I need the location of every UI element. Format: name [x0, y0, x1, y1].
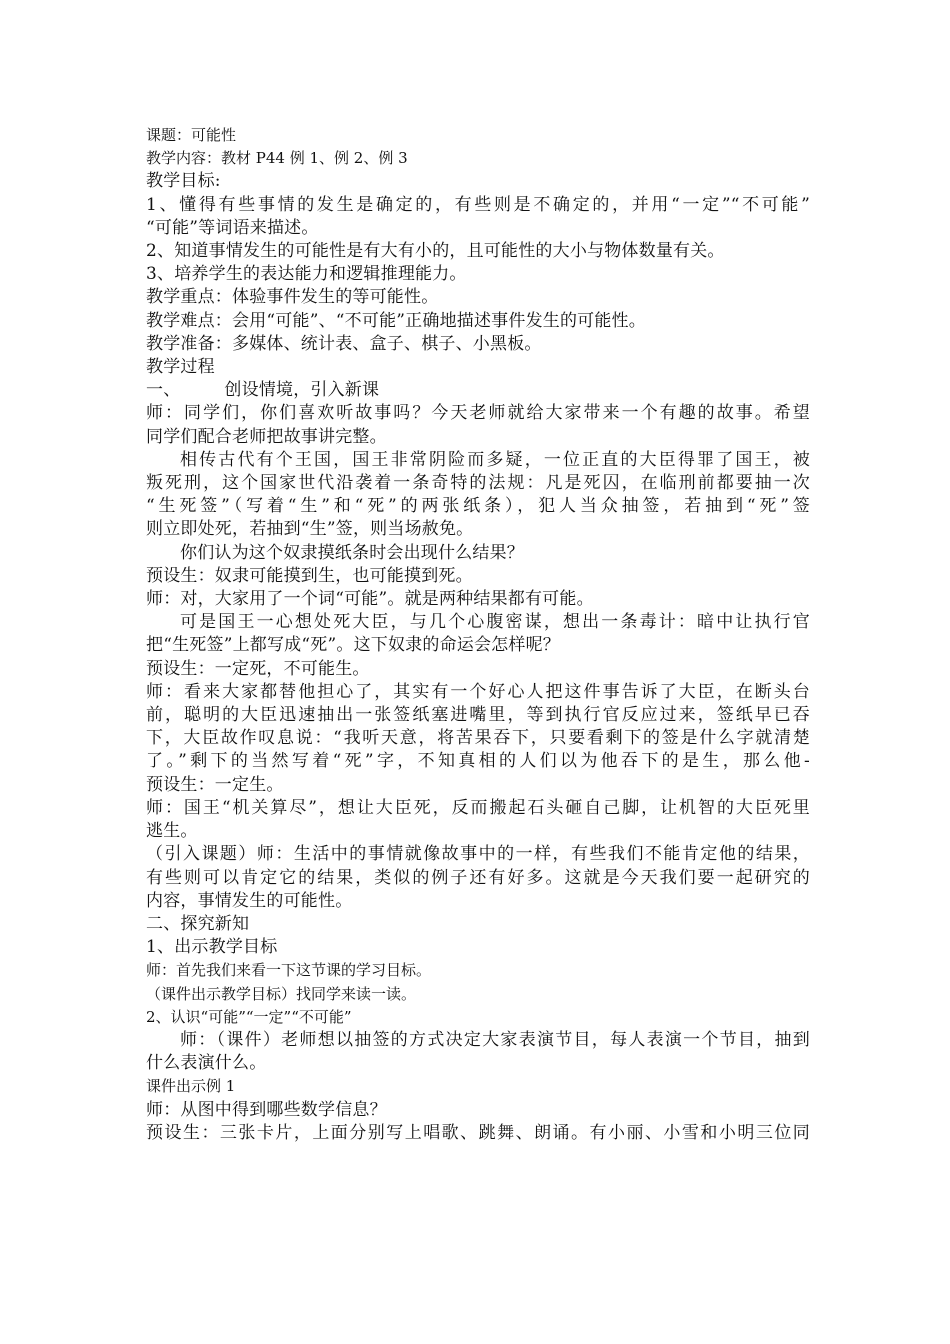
teaching-process-heading: 教学过程	[146, 357, 215, 378]
paragraph-line: 师：（课件）老师想以抽签的方式决定大家表演节目，每人表演一个节目，抽到	[180, 1029, 810, 1050]
paragraph-line: 预设生：一定生。	[146, 774, 284, 795]
paragraph-line: 预设生：一定死，不可能生。	[146, 658, 370, 679]
paragraph-line: “生死签”（写着“生”和“死”的两张纸条），犯人当众抽签，若抽到“死”签	[146, 496, 810, 517]
paragraph-line: 师：看来大家都替他担心了，其实有一个好心人把这件事告诉了大臣，在断头台	[146, 681, 810, 702]
paragraph-line: 则立即处死，若抽到“生”签，则当场赦免。	[146, 519, 474, 540]
paragraph-line: 师：同学们，你们喜欢听故事吗？今天老师就给大家带来一个有趣的故事。希望	[146, 403, 810, 424]
paragraph-line: 师：首先我们来看一下这节课的学习目标。	[146, 961, 432, 980]
section-1-number: 一、	[146, 380, 181, 401]
teaching-content: 教学内容：教材 P44 例 1、例 2、例 3	[146, 149, 408, 168]
paragraph-line: （引入课题）师：生活中的事情就像故事中的一样，有些我们不能肯定他的结果，	[146, 844, 810, 865]
paragraph-line: 可是国王一心想处死大臣，与几个心腹密谋，想出一条毒计：暗中让执行官	[180, 612, 810, 633]
goal-1-line-1: 1、懂得有些事情的发生是确定的，有些则是不确定的，并用“一定”“不可能”	[146, 194, 810, 215]
paragraph-line: 预设生：三张卡片，上面分别写上唱歌、跳舞、朗诵。有小丽、小雪和小明三位同	[146, 1122, 810, 1143]
lesson-title: 课题：可能性	[146, 126, 237, 144]
paragraph-line: 逃生。	[146, 821, 198, 842]
paragraph-line: 同学们配合老师把故事讲完整。	[146, 426, 387, 447]
paragraph-line: 前，聪明的大臣迅速抽出一张签纸塞进嘴里，等到执行官反应过来，签纸早已吞	[146, 705, 810, 726]
subsection-1-heading: 1、出示教学目标	[146, 937, 278, 958]
paragraph-line: （课件出示教学目标）找同学来读一读。	[146, 984, 417, 1003]
paragraph-line: 有些则可以肯定它的结果，类似的例子还有好多。这就是今天我们要一起研究的	[146, 867, 810, 888]
goal-2: 2、知道事情发生的可能性是有大有小的，且可能性的大小与物体数量有关。	[146, 241, 725, 262]
teaching-goals-heading: 教学目标:	[146, 171, 221, 192]
teaching-difficulty: 教学难点：会用“可能”、“不可能”正确地描述事件发生的可能性。	[146, 310, 646, 331]
teaching-preparation: 教学准备：多媒体、统计表、盒子、棋子、小黑板。	[146, 333, 542, 354]
paragraph-line: 相传古代有个王国，国王非常阴险而多疑，一位正直的大臣得罪了国王，被	[180, 449, 810, 470]
paragraph-line: 把“生死签”上都写成“死”。这下奴隶的命运会怎样呢？	[146, 635, 560, 656]
section-1-heading	[146, 379, 810, 402]
paragraph-line: 内容，事情发生的可能性。	[146, 890, 353, 911]
paragraph-line: 你们认为这个奴隶摸纸条时会出现什么结果？	[180, 542, 524, 563]
paragraph-line: 课件出示例 1	[146, 1077, 236, 1096]
paragraph-line: 下，大臣故作叹息说：“我听天意，将苦果吞下，只要看剩下的签是什么字就清楚	[146, 728, 810, 749]
section-2-heading: 二、探究新知	[146, 913, 250, 934]
paragraph-line: 师：对，大家用了一个词“可能”。就是两种结果都有可能。	[146, 589, 594, 610]
paragraph-line: 预设生：奴隶可能摸到生，也可能摸到死。	[146, 565, 473, 586]
goal-3: 3、培养学生的表达能力和逻辑推理能力。	[146, 264, 467, 285]
paragraph-line: 师：国王“机关算尽”，想让大臣死，反而搬起石头砸自己脚，让机智的大臣死里	[146, 797, 810, 818]
subsection-2-heading: 2、认识“可能”“一定”“不可能”	[146, 1007, 352, 1026]
paragraph-line: 叛死刑，这个国家世代沿袭着一条奇特的法规：凡是死囚，在临刑前都要抽一次	[146, 473, 810, 494]
teaching-focus: 教学重点：体验事件发生的等可能性。	[146, 287, 439, 308]
goal-1-line-2: “可能”等词语来描述。	[146, 217, 319, 238]
paragraph-line: 师：从图中得到哪些数学信息？	[146, 1099, 387, 1120]
paragraph-line: 了。”剩下的当然写着“死”字，不知真相的人们以为他吞下的是生，那么他-	[146, 751, 810, 772]
section-1-title: 创设情境，引入新课	[224, 380, 380, 401]
paragraph-line: 什么表演什么。	[146, 1053, 267, 1074]
